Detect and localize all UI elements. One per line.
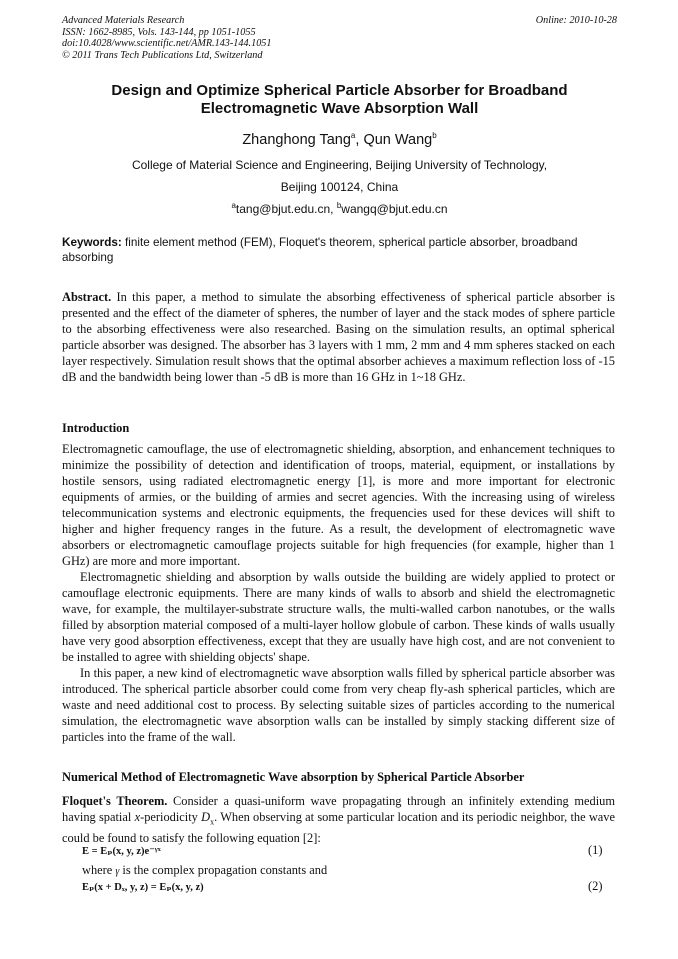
equation-1-number: (1) [588, 843, 603, 857]
floquet-text-3: . When observing at some particular location and its periodic neighbor, the wave could be found to satisfy the following equation [2]: [62, 810, 616, 846]
introduction-heading: Introduction [62, 421, 130, 435]
journal-issn: ISSN: 1662-8985, Vols. 143-144, pp 1051-1055 [62, 26, 256, 38]
intro-paragraph-1: Electromagnetic camouflage, the use of electromagnetic shielding, absorption, and enhancement techniques to minimize the possibility of detection and identification of troops, material, equipment, or installations by hostile sensors, using radiated electromagnetic energy [1], is more and more important for electronic equipments of armies, or the building of armies and secret agencies. With the increasing using of wireless telecommunication systems and electronic equipments, the frequencies used for these devices will shift to higher and higher frequency ranges in the future. As a result, the development of electromagnetic wave absorbers or electromagnetic camouflage projects suitable for high frequencies (for example, higher than 1 GHz) are more and more important. [62, 442, 615, 568]
intro-paragraph-2: Electromagnetic shielding and absorption by walls outside the building are widely applied to protect or camouflage electronic equipments. There are many kinds of walls to absorb and shield the electromagnetic wave, for example, the multilayer-substrate structure walls, the multi-walled carbon nanotubes, or the walls filled by absorption material composed of a multi-layer hollow globule of carbon. These kinds of walls usually have very good absorption effectiveness, except that they are usually have high cost, and are not convenient to be installed to agree with shielding objects' shape. [62, 570, 615, 664]
email-a-sup: a [231, 201, 236, 210]
title-line-1: Design and Optimize Spherical Particle Absorber for Broadband [111, 82, 568, 99]
intro-paragraph-3: In this paper, a new kind of electromagnetic wave absorption walls filled by spherical particle absorber was introduced. The spherical particle absorber could come from very cheap fly-ash spherical particles, which are waste and need additional cost to process. By selecting suitable sizes of particles according to the numerical simulation, the electromagnetic wave absorption walls can be installed by simply stacking different size of particles into the frame of the wall. [62, 666, 615, 744]
numerical-method-heading: Numerical Method of Electromagnetic Wave absorption by Spherical Particle Absorber [62, 770, 525, 784]
abstract-text: In this paper, a method to simulate the absorbing effectiveness of spherical particle absorber is presented and the effect of the diameter of spheres, the number of layer and the stack modes of sphere particle to the absorbing effectiveness were also researched. Basing on the simulation results, an optimal spherical particle absorber was designed. The absorber has 3 layers with 1 mm, 2 mm and 4 mm spheres stacked on each layer respectively. Simulation result shows that the optimal absorber achieves a maximum reflection loss of -15 dB and the bandwidth being lower than -5 dB is more than 16 GHz in 1~18 GHz. [62, 290, 615, 384]
authors [62, 131, 617, 148]
paper-title [62, 82, 617, 118]
author-2: Qun Wang [363, 131, 433, 148]
var-d: D [201, 810, 211, 824]
author-1: Zhanghong Tang [242, 131, 351, 148]
author-1-sup: a [350, 131, 356, 140]
equation-1: E = Eₚ(x, y, z)e⁻ᵞˣ [82, 846, 161, 857]
keywords [62, 236, 615, 265]
floquet-text-1: Consider a quasi-uniform wave propagating through an infinitely extending medium having spatial [62, 794, 615, 824]
floquet-label: Floquet's Theorem. [62, 794, 168, 808]
abstract-label: Abstract. [62, 290, 112, 304]
journal-header [62, 15, 617, 61]
floquet-paragraph [62, 793, 615, 846]
abstract [62, 289, 615, 385]
email-b-sup: b [336, 201, 342, 210]
gamma-symbol: γ [115, 866, 120, 877]
title-line-2: Electromagnetic Wave Absorption Wall [200, 100, 479, 117]
journal-name: Advanced Materials Research [62, 15, 185, 26]
affiliation-line-1: College of Material Science and Engineering, Beijing University of Technology, [131, 158, 548, 172]
author-emails [62, 201, 617, 216]
email-b[interactable]: wangq@bjut.edu.cn [341, 202, 448, 216]
where-line [82, 863, 327, 878]
var-x: x [134, 810, 141, 824]
var-d-sub: x [210, 817, 215, 827]
author-2-sup: b [432, 131, 437, 140]
author-sep: , [355, 131, 364, 148]
equation-2: Eₚ(x + Dₓ, y, z) = Eₚ(x, y, z) [82, 882, 204, 893]
keywords-label: Keywords: [62, 236, 122, 249]
where-text-a: where [82, 863, 116, 877]
introduction-body [62, 441, 615, 745]
floquet-text-2: -periodicity [140, 810, 202, 824]
journal-copyright: © 2011 Trans Tech Publications Ltd, Switzerland [62, 49, 263, 61]
equation-2-number: (2) [588, 879, 603, 893]
keywords-text: finite element method (FEM), Floquet's theorem, spherical particle absorber, broadband absorbing [62, 236, 578, 264]
email-a[interactable]: tang@bjut.edu.cn, [235, 202, 337, 216]
affiliation-line-2: Beijing 100124, China [280, 180, 399, 194]
online-date: Online: 2010-10-28 [535, 15, 617, 26]
journal-doi: doi:10.4028/www.scientific.net/AMR.143-144.1051 [62, 38, 272, 50]
where-text-b: is the complex propagation constants and [119, 863, 328, 877]
